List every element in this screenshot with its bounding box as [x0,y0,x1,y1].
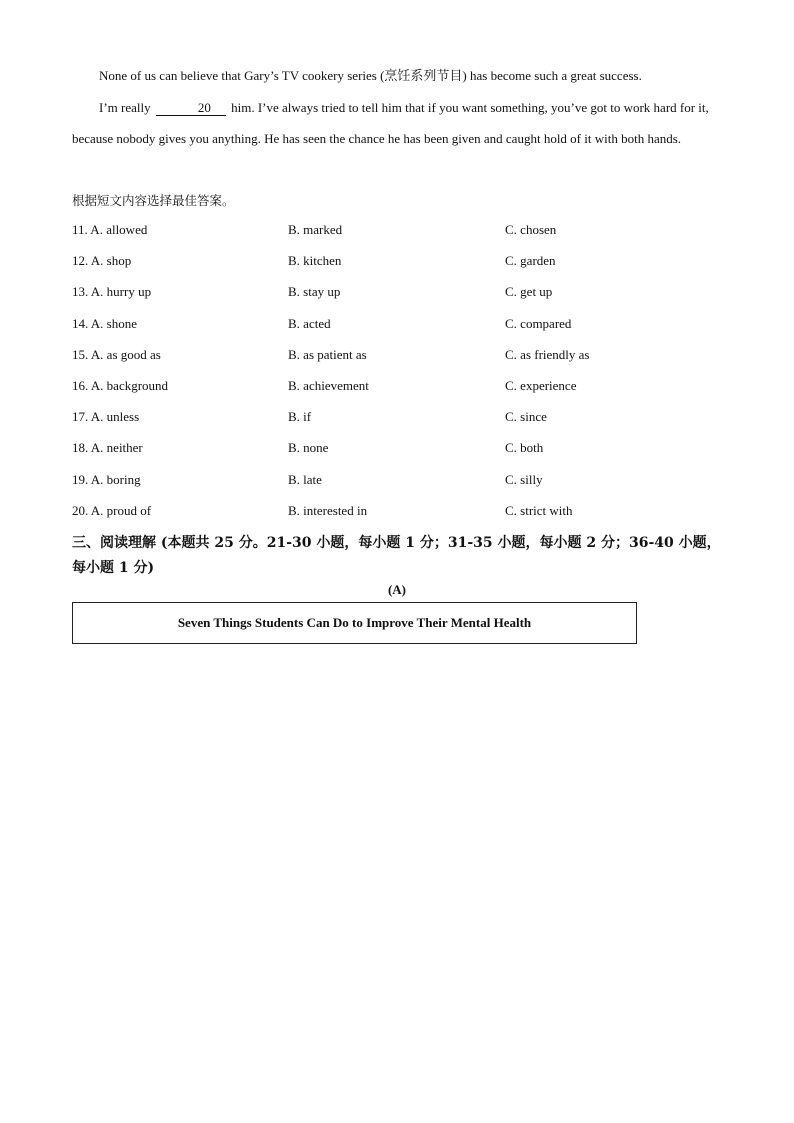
option-c: C. as friendly as [505,346,590,362]
option-a: 16. A. background [72,377,169,393]
option-a: 17. A. unless [72,409,140,425]
option-c: C. garden [505,253,556,269]
option-c: C. chosen [505,222,557,237]
option-c: C. get up [505,284,553,300]
option-row-12 [72,253,724,284]
option-row-15 [72,347,724,378]
passage-p2-before: I’m really [99,100,151,115]
option-b: B. stay up [288,284,341,300]
option-c: C. experience [505,377,577,393]
option-a: 19. A. boring [72,471,141,487]
option-b: B. interested in [288,502,368,518]
option-row-11 [72,222,724,253]
blank-20: 20 [156,101,226,116]
option-a: 18. A. neither [72,440,143,456]
option-b: B. as patient as [288,346,367,362]
passage-p2-after: him. I’ve always tried to tell him that if you want something, you’ve got to work hard for it, because nobody gives you anything. He has seen the chance he has been given and caught hold of it with both hands. [72,100,709,146]
option-row-16 [72,378,724,409]
passage-line-1 [72,60,724,91]
option-a: 14. A. shone [72,315,137,331]
option-b: B. late [288,471,322,487]
passage-sentence-1: None of us can believe that Gary’s TV cookery series (烹饪系列节目) has become such a great success. [99,68,642,83]
option-b: B. marked [288,222,343,237]
option-c: C. both [505,440,544,456]
option-c: C. strict with [505,502,573,518]
option-row-18 [72,440,724,471]
option-a: 11. A. allowed [72,222,148,237]
option-row-14 [72,316,724,347]
option-a: 12. A. shop [72,253,132,269]
options-list [72,222,724,534]
option-c: C. compared [505,315,572,331]
option-row-13 [72,284,724,315]
option-c: C. since [505,409,547,425]
instruction-text: 根据短文内容选择最佳答案。 [72,193,235,208]
article-title-box [72,602,637,644]
option-b: B. achievement [288,377,369,393]
article-title: Seven Things Students Can Do to Improve Their Mental Health [177,615,532,630]
passage-paragraph-2 [72,92,724,154]
option-b: B. if [288,409,312,425]
option-b: B. acted [288,315,331,331]
section-heading: 三、阅读理解 (本题共 25 分。21-30 小题，每小题 1 分；31-35 小题，每小题 2 分；36-40 小题，每小题 1 分) [72,535,721,576]
option-a: 20. A. proud of [72,502,152,518]
option-row-17 [72,409,724,440]
option-row-20 [72,503,724,534]
option-a: 15. A. as good as [72,346,161,362]
option-b: B. kitchen [288,253,342,269]
option-a: 13. A. hurry up [72,284,152,300]
option-row-19 [72,472,724,503]
option-b: B. none [288,440,329,456]
option-c: C. silly [505,471,543,487]
section-label: (A) [387,582,407,597]
